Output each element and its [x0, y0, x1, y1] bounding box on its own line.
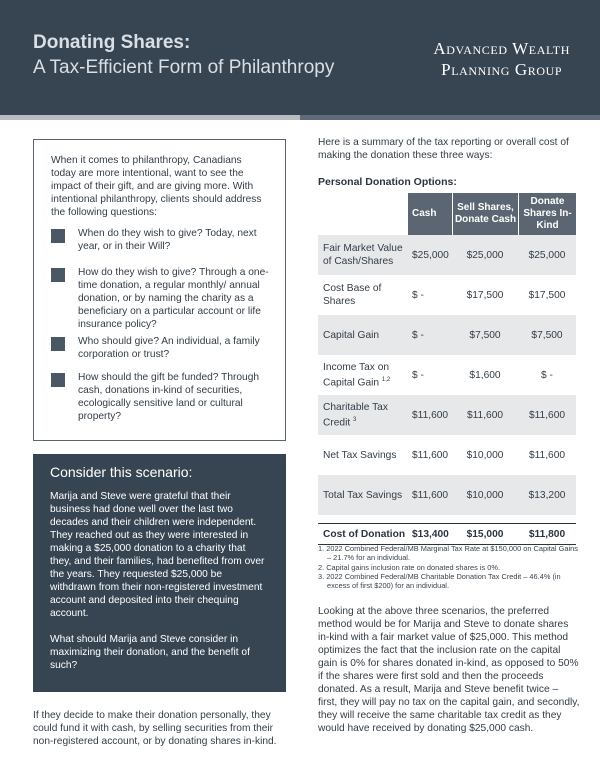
summary-paragraph: Here is a summary of the tax reporting or overall cost of making the donation these three ways: [318, 137, 569, 161]
table-row [318, 435, 576, 475]
row-label: Cost of Donation [323, 528, 406, 540]
table-row [318, 315, 576, 355]
question-text: How should the gift be funded? Through cash, donations in-kind of securities, ecologically sensitive land or cultural property? [78, 372, 260, 422]
cell-value: $15,000 [466, 528, 504, 540]
square-bullet-icon [51, 337, 65, 351]
cell-value: $1,600 [469, 369, 501, 381]
cell-value: $11,600 [412, 409, 449, 421]
question-item [51, 335, 273, 361]
scenario-heading: Consider this scenario: [50, 464, 193, 480]
funding-paragraph: If they decide to make their donation personally, they could fund it with cash, by selling securities from their non-registered account, or by donating shares in-kind. [33, 710, 277, 747]
scenario-box [33, 454, 286, 692]
cell-value: $ - [541, 369, 553, 381]
table-row [318, 355, 576, 395]
question-item [51, 227, 273, 253]
cell-value: $17,500 [528, 289, 566, 301]
cell-value: $10,000 [466, 449, 504, 461]
firm-logo [433, 38, 570, 80]
cell-value: $11,600 [412, 449, 449, 461]
cell-value: $11,600 [412, 489, 449, 501]
cell-value: $11,800 [528, 528, 566, 540]
cell-value: $ - [412, 369, 424, 381]
footnote-marker: 1,2 [381, 376, 391, 383]
table-header-row [318, 193, 576, 235]
question-text: When do they wish to give? Today, next year, or in their Will? [78, 228, 257, 252]
cell-value: $13,200 [528, 489, 566, 501]
table-heading: Personal Donation Options: [318, 176, 457, 188]
cell-value: $11,600 [466, 409, 504, 421]
row-label: Charitable Tax Credit $^3$ [323, 401, 388, 429]
column-header-sell-shares: Sell Shares, Donate Cash [453, 193, 518, 235]
column-header-donate-shares: Donate Shares In-Kind [519, 193, 576, 235]
table-total-row [318, 523, 576, 545]
question-text: How do they wish to give? Through a one-time donation, a regular monthly/ annual donation, or by naming the charity as a beneficiary on a particular account or life insurance policy? [78, 267, 269, 330]
scenario-paragraph: Marija and Steve were grateful that their business had done well over the last two decades and their children were independent. They reached out as they were interested in making a $25,000 donation to a charity that they, and their families, had benefited from over the years. They requested $25,000 be withdrawn from their non-registered investment account and deposited into their chequing account. [50, 491, 265, 619]
row-label: Income Tax on Capital Gain $^{1,2}$ [323, 361, 391, 389]
page-subtitle: A Tax-Efficient Form of Philanthropy [33, 57, 335, 78]
row-label: Fair Market Value of Cash/Shares [323, 243, 403, 267]
row-label: Total Tax Savings [323, 489, 403, 501]
square-bullet-icon [51, 268, 65, 282]
footnote: 1. 2022 Combined Federal/MB Marginal Tax Rate at $150,000 on Capital Gains – 21.7% for an individual. [318, 544, 578, 563]
cell-value: $13,400 [412, 528, 449, 540]
column-header-cash: Cash [408, 193, 452, 235]
question-item [51, 266, 273, 331]
square-bullet-icon [51, 229, 65, 243]
question-item [51, 371, 273, 423]
firm-name-line1: Advanced Wealth [433, 39, 570, 58]
footnote-marker: 3 [353, 416, 357, 423]
row-label: Net Tax Savings [323, 449, 397, 461]
cell-value: $ - [412, 329, 424, 341]
cell-value: $17,500 [466, 289, 504, 301]
question-text: Who should give? An individual, a family corporation or trust? [78, 336, 260, 360]
table-row [318, 275, 576, 315]
page-title: Donating Shares: [33, 32, 191, 53]
footnotes [318, 544, 580, 590]
cell-value: $25,000 [466, 249, 504, 261]
header-divider-dark [300, 115, 600, 120]
table-row [318, 235, 576, 275]
conclusion-paragraph: Looking at the above three scenarios, the preferred method would be for Marija and Steve to donate shares in-kind with a fair market value of $25,000. This method optimizes the fact that the inclusion rate on the capital gain is 0% for shares donated in-kind, as opposed to 50% if the shares were first sold and then the proceeds donated. As a result, Marija and Steve benefit twice – first, they will pay no tax on the capital gain, and secondly, they will receive the same charitable tax credit as they would have received by donating $25,000 cash. [318, 606, 580, 734]
questions-box [33, 139, 286, 441]
donation-options-table [318, 193, 576, 545]
cell-value: $25,000 [412, 249, 449, 261]
row-label: Cost Base of Shares [323, 283, 382, 307]
footnote: 3. 2022 Combined Federal/MB Charitable Donation Tax Credit – 46.4% (in excess of first $200) for an individual. [318, 571, 561, 591]
cell-value: $7,500 [469, 329, 501, 341]
cell-value: $11,600 [528, 449, 566, 461]
square-bullet-icon [51, 373, 65, 387]
cell-value: $10,000 [466, 489, 504, 501]
cell-value: $11,600 [528, 409, 566, 421]
cell-value: $25,000 [528, 249, 566, 261]
cell-value: $7,500 [531, 329, 563, 341]
cell-value: $ - [412, 289, 424, 301]
page-header [0, 0, 600, 115]
questions-intro: When it comes to philanthropy, Canadians today are more intentional, want to see the impact of their gift, and are giving more. With intentional philanthropy, clients should address the following questions: [51, 155, 262, 218]
firm-name-line2: Planning Group [441, 60, 563, 79]
header-divider-light [0, 115, 300, 120]
row-label: Capital Gain [323, 329, 380, 341]
table-row [318, 395, 576, 435]
footnote: 2. Capital gains inclusion rate on donated shares is 0%. [318, 562, 501, 572]
table-row [318, 475, 576, 515]
scenario-question: What should Marija and Steve consider in maximizing their donation, and the benefit of such? [50, 634, 250, 671]
